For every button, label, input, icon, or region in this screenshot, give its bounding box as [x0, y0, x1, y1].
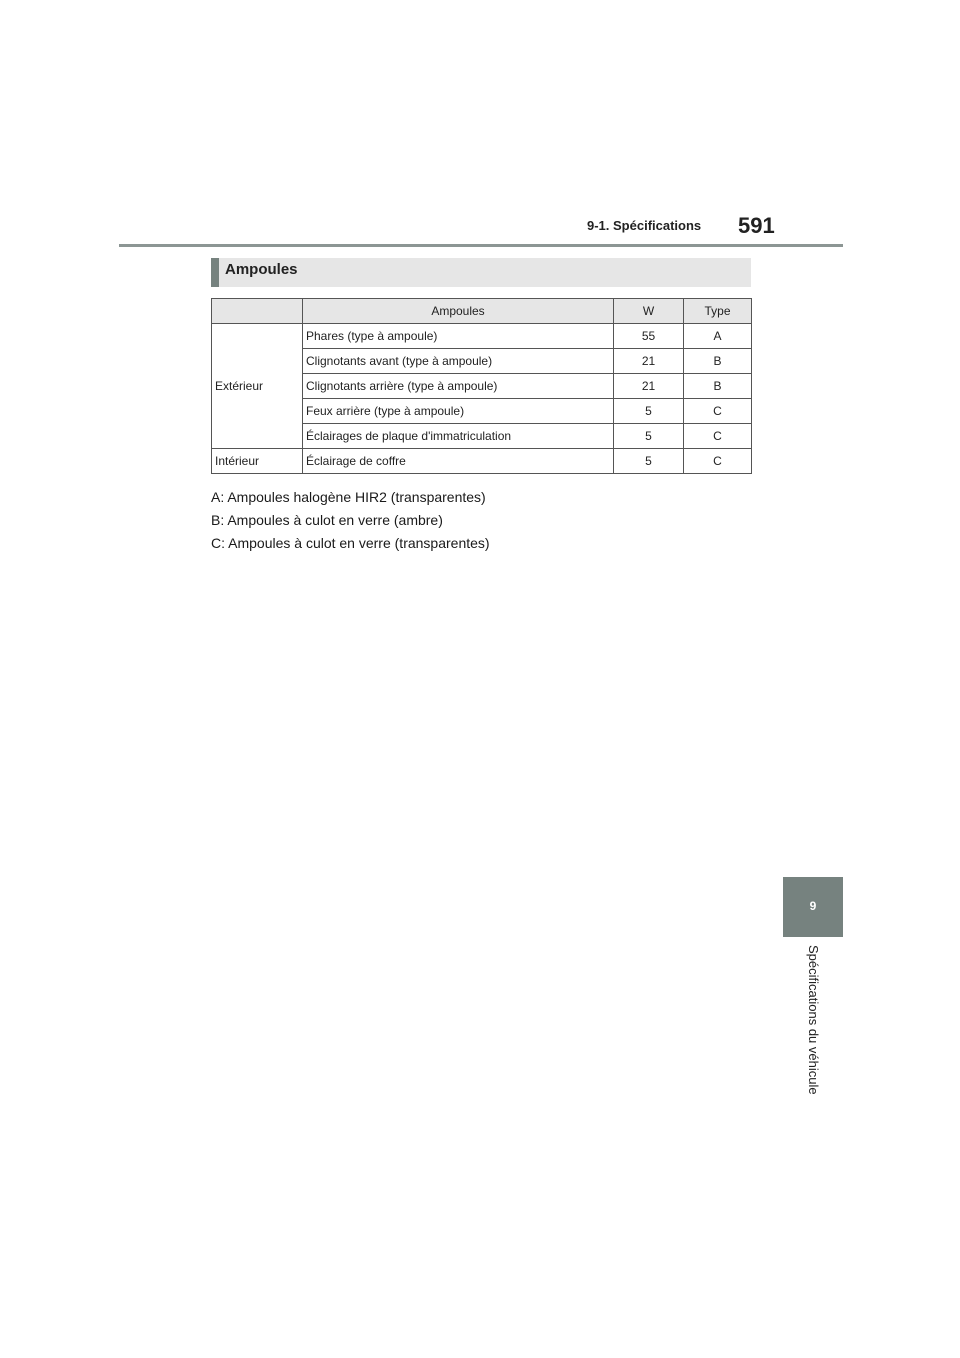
table-row: [212, 449, 752, 474]
bulbs-table: [211, 298, 752, 474]
table-row: [212, 324, 752, 349]
header-divider: [119, 244, 843, 247]
table-header-row: [212, 299, 752, 324]
bulb-name: Clignotants arrière (type à ampoule): [303, 374, 614, 399]
bulb-name: Éclairages de plaque d'immatriculation: [303, 424, 614, 449]
legend-item: C: Ampoules à culot en verre (transparentes): [211, 535, 490, 551]
section-header: 9-1. Spécifications: [587, 218, 702, 233]
column-header-group: [212, 299, 303, 324]
type-legend: [211, 486, 490, 555]
bulb-type: C: [684, 399, 752, 424]
bulb-watt: 5: [614, 399, 684, 424]
group-label-exterior: Extérieur: [212, 324, 303, 449]
bulb-watt: 55: [614, 324, 684, 349]
section-title: Ampoules: [225, 261, 298, 278]
column-header-type: Type: [684, 299, 752, 324]
bulb-type: B: [684, 349, 752, 374]
bulb-watt: 5: [614, 424, 684, 449]
bulb-type: C: [684, 424, 752, 449]
bulb-name: Phares (type à ampoule): [303, 324, 614, 349]
bulb-watt: 5: [614, 449, 684, 474]
section-title-bar: [211, 258, 751, 287]
chapter-label: Spécifications du véhicule: [806, 945, 821, 1095]
group-label-interior: Intérieur: [212, 449, 303, 474]
bulb-type: B: [684, 374, 752, 399]
bulb-name: Feux arrière (type à ampoule): [303, 399, 614, 424]
chapter-tab: 9: [783, 877, 843, 937]
bulb-watt: 21: [614, 349, 684, 374]
bulb-type: C: [684, 449, 752, 474]
bulb-type: A: [684, 324, 752, 349]
bulb-name: Éclairage de coffre: [303, 449, 614, 474]
bulb-watt: 21: [614, 374, 684, 399]
legend-item: A: Ampoules halogène HIR2 (transparentes): [211, 489, 486, 505]
bulb-name: Clignotants avant (type à ampoule): [303, 349, 614, 374]
page-number: 591: [738, 213, 775, 238]
column-header-watt: W: [614, 299, 684, 324]
legend-item: B: Ampoules à culot en verre (ambre): [211, 512, 443, 528]
column-header-bulbs: Ampoules: [303, 299, 614, 324]
